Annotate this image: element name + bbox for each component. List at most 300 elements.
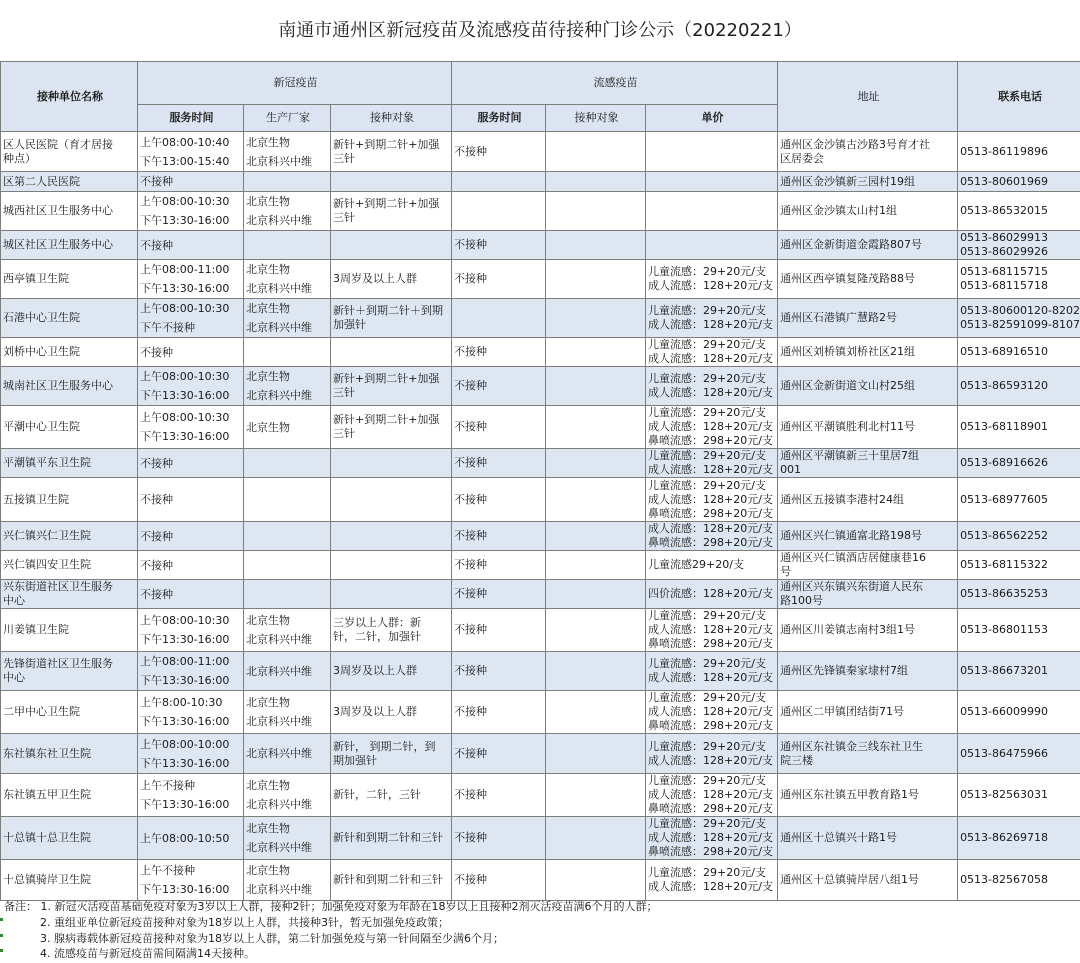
cell-address xyxy=(778,652,958,691)
cell-line: 号 xyxy=(780,565,792,578)
cell-line: 不接种 xyxy=(454,873,488,886)
cell-line: 下午13:30-16:00 xyxy=(140,214,230,227)
cell-flu-target xyxy=(546,449,646,478)
cell-target xyxy=(331,609,452,652)
cell-flu-target xyxy=(546,580,646,609)
cell-unit-name xyxy=(1,132,138,172)
cell-target xyxy=(331,817,452,860)
table-row xyxy=(1,734,1080,774)
cell-line: 上午08:00-11:00 xyxy=(140,263,230,276)
cell-line: 城区社区卫生服务中心 xyxy=(3,238,113,251)
cell-line: 上午08:00-10:40 xyxy=(140,135,230,149)
cell-service-time xyxy=(138,652,244,691)
table-row xyxy=(1,817,1080,860)
cell-line: 上午不接种 xyxy=(140,864,195,877)
cell-phone xyxy=(958,192,1080,231)
cell-line: 成人流感：128+20元/支 xyxy=(648,352,773,365)
cell-line: 通州区金新街道金霞路807号 xyxy=(780,238,923,251)
cell-price xyxy=(646,260,778,299)
cell-flu-service-time xyxy=(452,652,546,691)
cell-line: 新针+到期二针+加强 xyxy=(333,372,440,385)
cell-line: 北京科兴中维 xyxy=(246,633,312,646)
cell-flu-target xyxy=(546,774,646,817)
cell-unit-name xyxy=(1,652,138,691)
cell-line: 成人流感：128+20元/支 xyxy=(648,463,773,476)
cell-flu-service-time xyxy=(452,406,546,449)
cell-service-time xyxy=(138,522,244,551)
cell-line: 儿童流感：29+20元/支 xyxy=(648,449,766,462)
cell-service-time xyxy=(138,580,244,609)
cell-unit-name xyxy=(1,338,138,367)
note-line: 2. 重组亚单位新冠疫苗接种对象为18岁以上人群，共接种3针，暂无加强免疫政策； xyxy=(40,916,449,929)
cell-line: 儿童流感：29+20元/支 xyxy=(648,691,766,704)
cell-phone xyxy=(958,734,1080,774)
cell-manufacturer xyxy=(244,652,331,691)
cell-price xyxy=(646,551,778,580)
cell-line: 儿童流感：29+20元/支 xyxy=(648,478,766,492)
page-title: 南通市通州区新冠疫苗及流感疫苗待接种门诊公示（20220221） xyxy=(0,0,1080,62)
cell-line: 成人流感：128+20元/支 xyxy=(648,318,773,331)
cell-line: 3周岁及以上人群 xyxy=(333,272,417,285)
cell-line: 四价流感：128+20元/支 xyxy=(648,587,773,600)
cell-target xyxy=(331,478,452,522)
table-row xyxy=(1,860,1080,901)
cell-flu-target xyxy=(546,260,646,299)
note-line: 4. 流感疫苗与新冠疫苗需间隔满14天接种。 xyxy=(40,947,255,960)
cell-unit-name xyxy=(1,406,138,449)
cell-price xyxy=(646,406,778,449)
cell-line: 上午08:00-10:30 xyxy=(140,195,230,208)
cell-line: 不接种 xyxy=(454,788,488,801)
cell-service-time xyxy=(138,817,244,860)
table-body xyxy=(1,62,1080,901)
cell-line: 不接种 xyxy=(140,175,173,188)
cell-phone xyxy=(958,367,1080,406)
cell-line: 儿童流感：29+20元/支 xyxy=(648,609,766,622)
cell-manufacturer xyxy=(244,231,331,260)
cell-address xyxy=(778,231,958,260)
cell-line: 成人流感：128+20元/支 xyxy=(648,623,773,636)
cell-line: 0513-86029926 xyxy=(960,245,1049,258)
cell-flu-target xyxy=(546,367,646,406)
cell-price xyxy=(646,132,778,172)
cell-unit-name xyxy=(1,192,138,231)
cell-flu-service-time xyxy=(452,478,546,522)
cell-phone xyxy=(958,260,1080,299)
cell-phone xyxy=(958,691,1080,734)
cell-manufacturer xyxy=(244,338,331,367)
table-row xyxy=(1,652,1080,691)
cell-line: 成人流感：128+20元/支 xyxy=(648,420,773,433)
cell-phone xyxy=(958,817,1080,860)
cell-line: 下午13:30-16:00 xyxy=(140,282,230,295)
cell-line: 儿童流感：29+20元/支 xyxy=(648,406,766,419)
cell-target xyxy=(331,860,452,901)
cell-line: 成人流感：128+20元/支 xyxy=(648,788,773,801)
cell-line: 0513-86593120 xyxy=(960,379,1049,392)
cell-line: 0513-80601969 xyxy=(960,174,1049,188)
cell-line: 不接种 xyxy=(454,144,488,158)
cell-target xyxy=(331,367,452,406)
cell-flu-target xyxy=(546,691,646,734)
cell-line: 0513-86562252 xyxy=(960,529,1049,542)
cell-target xyxy=(331,652,452,691)
cell-line: 不接种 xyxy=(140,345,173,359)
cell-line: 通州区金沙镇古沙路3号育才社 xyxy=(780,137,931,151)
cell-flu-service-time xyxy=(452,132,546,172)
cell-flu-target xyxy=(546,231,646,260)
cell-service-time xyxy=(138,478,244,522)
note-marker xyxy=(0,918,3,921)
cell-line: 三针 xyxy=(333,386,355,399)
cell-line: 鼻喷流感：298+20元/支 xyxy=(648,802,773,815)
cell-line: 成人流感：128+20元/支 xyxy=(648,386,773,399)
cell-price xyxy=(646,652,778,691)
cell-manufacturer xyxy=(244,172,331,192)
cell-unit-name xyxy=(1,817,138,860)
cell-line: 中心 xyxy=(3,671,25,684)
cell-service-time xyxy=(138,551,244,580)
cell-phone xyxy=(958,299,1080,338)
cell-line: 兴仁镇四安卫生院 xyxy=(3,558,91,571)
cell-phone xyxy=(958,449,1080,478)
note-line: 3. 腺病毒载体新冠疫苗接种对象为18岁以上人群，第二针加强免疫与第一针间隔至少满6个月； xyxy=(40,932,504,945)
cell-service-time xyxy=(138,449,244,478)
cell-line: 兴仁镇兴仁卫生院 xyxy=(3,529,91,542)
cell-line: 3周岁及以上人群 xyxy=(333,705,417,718)
cell-target xyxy=(331,338,452,367)
cell-address xyxy=(778,132,958,172)
cell-target xyxy=(331,522,452,551)
header-target: 接种对象 xyxy=(331,105,452,132)
cell-address xyxy=(778,192,958,231)
cell-service-time xyxy=(138,774,244,817)
cell-flu-service-time xyxy=(452,522,546,551)
cell-unit-name xyxy=(1,172,138,192)
cell-line: 先锋街道社区卫生服务 xyxy=(3,657,113,670)
cell-flu-target xyxy=(546,551,646,580)
clinic-table xyxy=(0,61,1080,901)
cell-flu-service-time xyxy=(452,338,546,367)
cell-flu-service-time xyxy=(452,609,546,652)
cell-line: 0513-86635253 xyxy=(960,587,1049,600)
cell-line: 不接种 xyxy=(454,558,488,571)
cell-service-time xyxy=(138,691,244,734)
cell-line: 川姜镇卫生院 xyxy=(3,623,69,636)
cell-line: 路100号 xyxy=(780,594,824,607)
cell-phone xyxy=(958,231,1080,260)
cell-flu-target xyxy=(546,734,646,774)
cell-line: 上午08:00-10:30 xyxy=(140,302,230,315)
cell-line: 通州区金沙镇新三园村19组 xyxy=(780,174,916,188)
cell-line: 通州区金沙镇太山村1组 xyxy=(780,204,898,217)
cell-unit-name xyxy=(1,260,138,299)
cell-address xyxy=(778,449,958,478)
cell-line: 通州区金新街道文山村25组 xyxy=(780,379,916,392)
cell-line: 通州区十总镇兴十路1号 xyxy=(780,831,898,844)
table-row xyxy=(1,522,1080,551)
cell-line: 通州区兴东镇兴东街道人民东 xyxy=(780,580,924,593)
cell-line: 北京科兴中维 xyxy=(246,841,312,854)
cell-line: 不接种 xyxy=(454,272,488,285)
cell-flu-target xyxy=(546,132,646,172)
table-row xyxy=(1,260,1080,299)
cell-unit-name xyxy=(1,522,138,551)
cell-address xyxy=(778,260,958,299)
cell-line: 0513-86029913 xyxy=(960,231,1049,244)
table-row xyxy=(1,406,1080,449)
header-service-time: 服务时间 xyxy=(138,105,244,132)
cell-line: 下午13:30-16:00 xyxy=(140,633,230,646)
cell-target xyxy=(331,172,452,192)
cell-phone xyxy=(958,652,1080,691)
cell-line: 区人民医院（育才居接 xyxy=(3,137,113,151)
cell-line: 不接种 xyxy=(454,587,488,600)
cell-line: 不接种 xyxy=(140,558,173,572)
notes-section xyxy=(0,899,1080,963)
cell-manufacturer xyxy=(244,734,331,774)
cell-line: 通州区五接镇李港村24组 xyxy=(780,492,905,506)
cell-line: 不接种 xyxy=(454,456,488,469)
cell-line: 北京科兴中维 xyxy=(246,154,312,168)
cell-line: 鼻喷流感：298+20元/支 xyxy=(648,637,773,650)
table-row xyxy=(1,478,1080,522)
cell-line: 五接镇卫生院 xyxy=(3,492,69,506)
cell-price xyxy=(646,478,778,522)
cell-address xyxy=(778,817,958,860)
cell-unit-name xyxy=(1,691,138,734)
header-flu-target: 接种对象 xyxy=(546,105,646,132)
cell-price xyxy=(646,691,778,734)
header-covid: 新冠疫苗 xyxy=(138,62,452,105)
cell-line: 北京科兴中维 xyxy=(246,883,312,896)
cell-price xyxy=(646,860,778,901)
cell-line: 下午13:30-16:00 xyxy=(140,715,230,728)
cell-flu-service-time xyxy=(452,817,546,860)
cell-price xyxy=(646,522,778,551)
cell-line: 不接种 xyxy=(454,664,488,677)
cell-address xyxy=(778,609,958,652)
cell-phone xyxy=(958,172,1080,192)
cell-line: 下午13:30-16:00 xyxy=(140,389,230,402)
cell-line: 0513-68916626 xyxy=(960,456,1049,469)
table-row xyxy=(1,580,1080,609)
cell-line: 北京生物 xyxy=(246,779,290,792)
cell-line: 上午8:00-10:30 xyxy=(140,696,223,709)
cell-flu-service-time xyxy=(452,192,546,231)
cell-address xyxy=(778,406,958,449)
cell-target xyxy=(331,406,452,449)
cell-line: 0513-66009990 xyxy=(960,705,1049,718)
cell-manufacturer xyxy=(244,192,331,231)
cell-line: 不接种 xyxy=(454,623,488,636)
cell-line: 中心 xyxy=(3,594,25,607)
cell-line: 上午不接种 xyxy=(140,779,195,792)
cell-line: 成人流感：128+20元/支 xyxy=(648,753,773,767)
cell-manufacturer xyxy=(244,551,331,580)
cell-line: 通州区平潮镇胜利北村11号 xyxy=(780,420,916,433)
cell-price xyxy=(646,231,778,260)
cell-line: 上午08:00-10:30 xyxy=(140,411,230,424)
cell-manufacturer xyxy=(244,817,331,860)
cell-line: 通州区平潮镇新三十里居7组 xyxy=(780,449,920,462)
header-price: 单价 xyxy=(646,105,778,132)
cell-manufacturer xyxy=(244,478,331,522)
cell-line: 平潮镇平东卫生院 xyxy=(3,456,91,469)
cell-line: 3周岁及以上人群 xyxy=(333,664,417,677)
cell-line: 北京生物 xyxy=(246,822,290,835)
header-unit: 接种单位名称 xyxy=(1,62,138,132)
cell-unit-name xyxy=(1,609,138,652)
cell-target xyxy=(331,132,452,172)
cell-service-time xyxy=(138,609,244,652)
cell-price xyxy=(646,449,778,478)
cell-line: 东社镇五甲卫生院 xyxy=(3,788,91,801)
cell-address xyxy=(778,522,958,551)
cell-manufacturer xyxy=(244,367,331,406)
cell-line: 新针， 到期二针，到 xyxy=(333,739,436,753)
cell-line: 鼻喷流感：298+20元/支 xyxy=(648,506,773,520)
cell-phone xyxy=(958,338,1080,367)
cell-line: 不接种 xyxy=(140,587,173,601)
cell-line: 通州区东社镇金三线东社卫生 xyxy=(780,739,924,753)
cell-line: 通州区二甲镇团结街71号 xyxy=(780,705,905,718)
cell-line: 上午08:00-11:00 xyxy=(140,655,230,668)
cell-manufacturer xyxy=(244,449,331,478)
cell-flu-target xyxy=(546,860,646,901)
cell-flu-service-time xyxy=(452,580,546,609)
cell-line: 二甲中心卫生院 xyxy=(3,705,80,718)
cell-address xyxy=(778,734,958,774)
cell-line: 北京生物 xyxy=(246,696,290,709)
cell-price xyxy=(646,817,778,860)
cell-line: 儿童流感：29+20元/支 xyxy=(648,739,766,753)
table-row xyxy=(1,172,1080,192)
cell-line: 新针+到期二针+加强 xyxy=(333,413,440,426)
cell-line: 0513-82591099-8107 xyxy=(960,318,1080,331)
cell-line: 针，二针，加强针 xyxy=(333,630,421,643)
cell-line: 新针，二针，三针 xyxy=(333,788,421,801)
cell-line: 下午不接种 xyxy=(140,321,195,334)
cell-line: 区居委会 xyxy=(780,151,825,165)
cell-target xyxy=(331,580,452,609)
cell-flu-target xyxy=(546,406,646,449)
cell-line: 成人流感：128+20元/支 xyxy=(648,522,773,535)
cell-line: 不接种 xyxy=(454,238,488,251)
cell-line: 不接种 xyxy=(454,746,488,760)
cell-line: 北京科兴中维 xyxy=(246,321,312,334)
cell-line: 下午13:30-16:00 xyxy=(140,798,230,811)
cell-line: 通州区兴仁镇通富北路198号 xyxy=(780,529,923,542)
cell-line: 成人流感：128+20元/支 xyxy=(648,880,773,893)
cell-line: 鼻喷流感：298+20元/支 xyxy=(648,536,773,549)
table-row xyxy=(1,299,1080,338)
cell-unit-name xyxy=(1,449,138,478)
cell-manufacturer xyxy=(244,299,331,338)
cell-manufacturer xyxy=(244,860,331,901)
cell-manufacturer xyxy=(244,522,331,551)
cell-line: 不接种 xyxy=(454,345,488,358)
header-flu: 流感疫苗 xyxy=(452,62,778,105)
cell-line: 成人流感：128+20元/支 xyxy=(648,705,773,718)
cell-line: 儿童流感：29+20元/支 xyxy=(648,304,766,317)
table-row xyxy=(1,691,1080,734)
cell-line: 北京科兴中维 xyxy=(246,747,312,760)
cell-target xyxy=(331,231,452,260)
cell-line: 0513-86475966 xyxy=(960,746,1049,760)
cell-line: 不接种 xyxy=(140,238,173,252)
cell-line: 新针+到期二针+加强 xyxy=(333,197,440,210)
cell-address xyxy=(778,774,958,817)
cell-line: 0513-80600120-8202 xyxy=(960,304,1080,317)
cell-address xyxy=(778,551,958,580)
cell-target xyxy=(331,299,452,338)
cell-target xyxy=(331,774,452,817)
cell-flu-service-time xyxy=(452,734,546,774)
cell-line: 加强针 xyxy=(333,318,366,331)
cell-service-time xyxy=(138,406,244,449)
cell-line: 期加强针 xyxy=(333,753,377,767)
cell-line: 十总镇十总卫生院 xyxy=(3,831,91,844)
cell-line: 三岁以上人群：新 xyxy=(333,616,421,629)
cell-line: 北京生物 xyxy=(246,864,290,877)
cell-line: 北京生物 xyxy=(246,420,290,434)
cell-line: 不接种 xyxy=(140,529,173,543)
cell-line: 区第二人民医院 xyxy=(3,174,80,188)
cell-line: 下午13:30-16:00 xyxy=(140,756,230,770)
cell-line: 0513-68118901 xyxy=(960,420,1049,433)
cell-line: 上午08:00-10:30 xyxy=(140,614,230,627)
table-row xyxy=(1,449,1080,478)
cell-line: 儿童流感：29+20元/支 xyxy=(648,866,766,879)
cell-line: 兴东街道社区卫生服务 xyxy=(3,580,113,593)
cell-line: 儿童流感29+20/支 xyxy=(648,558,744,571)
cell-line: 0513-68115715 xyxy=(960,265,1049,278)
table-row xyxy=(1,132,1080,172)
cell-unit-name xyxy=(1,734,138,774)
cell-line: 北京科兴中维 xyxy=(246,282,312,295)
cell-line: 十总镇骑岸卫生院 xyxy=(3,873,91,886)
cell-line: 通州区刘桥镇刘桥社区21组 xyxy=(780,345,916,358)
cell-manufacturer xyxy=(244,580,331,609)
cell-flu-service-time xyxy=(452,860,546,901)
cell-phone xyxy=(958,580,1080,609)
cell-line: 0513-68916510 xyxy=(960,345,1049,358)
cell-service-time xyxy=(138,367,244,406)
cell-phone xyxy=(958,609,1080,652)
cell-line: 儿童流感：29+20元/支 xyxy=(648,657,766,670)
cell-line: 儿童流感：29+20元/支 xyxy=(648,774,766,787)
cell-line: 儿童流感：29+20元/支 xyxy=(648,338,766,351)
cell-unit-name xyxy=(1,774,138,817)
cell-line: 三针 xyxy=(333,427,355,440)
note-marker xyxy=(0,934,3,937)
cell-line: 城南社区卫生服务中心 xyxy=(3,379,113,392)
cell-unit-name xyxy=(1,860,138,901)
cell-flu-target xyxy=(546,172,646,192)
cell-unit-name xyxy=(1,551,138,580)
cell-line: 儿童流感：29+20元/支 xyxy=(648,817,766,830)
cell-line: 成人流感：128+20元/支 xyxy=(648,492,773,506)
cell-line: 上午08:00-10:50 xyxy=(140,831,230,845)
header-address: 地址 xyxy=(778,62,958,132)
cell-flu-service-time xyxy=(452,449,546,478)
cell-flu-target xyxy=(546,609,646,652)
table-row xyxy=(1,551,1080,580)
cell-line: 0513-68115322 xyxy=(960,558,1049,571)
cell-target xyxy=(331,734,452,774)
cell-line: 北京生物 xyxy=(246,263,290,276)
